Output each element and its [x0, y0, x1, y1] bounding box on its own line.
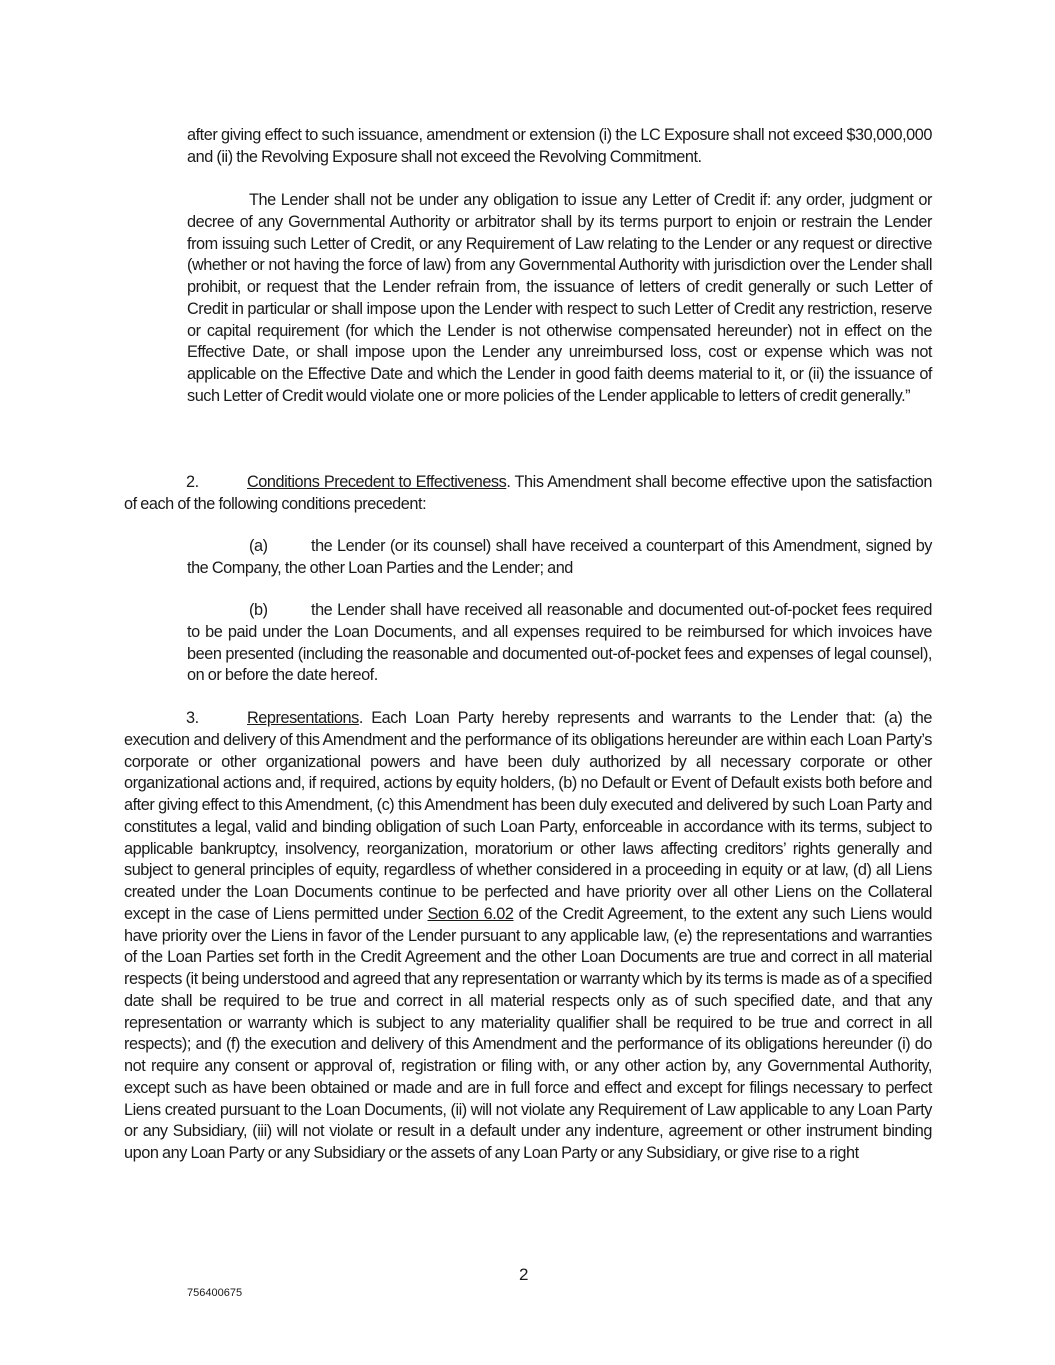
section-body-part2: of the Credit Agreement, to the extent any such Liens would have priority over the Liens in favor of the Lender pursuant to any applicable law, (e) the representations and warranties of the Loan Parties set forth in the Credit Agreement and the other Loan Documents are true and correct in all material respects (it being understood and agreed that any representation or warranty which by its terms is made as of a specified date shall be required to be true and correct in all material respects only as of such specified date, and that any representation or warranty which is subject to any materiality qualifier shall be required to be true and correct in all respects); and (f) the execution and delivery of this Amendment and the performance of its obligations hereunder (i) do not require any consent or approval of, registration or filing with, or any other action by, any Governmental Authority, except such as have been obtained or made and are in full force and effect and except for filings necessary to perfect Liens created pursuant to the Loan Documents, (ii) will not violate any Requirement of Law applicable to any Loan Party or any Subsidiary, (iii) will not violate or result in a default under any indenture, agreement or other instrument binding upon any Loan Party or any Subsidiary or the assets of any Loan Party or any Subsidiary, or give rise to a right — [124, 904, 932, 1162]
section-reference-link: Section 6.02 — [427, 904, 514, 923]
item-label: (b) — [249, 601, 268, 619]
continuation-paragraph — [187, 125, 932, 169]
section-3 — [124, 708, 932, 1165]
item-text: the Lender (or its counsel) shall have received a counterpart of this Amendment, signed by the Company, the other Loan Parties and the Lender; and — [187, 537, 932, 577]
paragraph-text: The Lender shall not be under any obligation to issue any Letter of Credit if: any order, judgment or decree of any Governmental Authority or arbitrator shall by its terms purport to enjoin or restrain the Lender from issuing such Letter of Credit, or any Requirement of Law relating to the Lender or any request or directive (whether or not having the force of law) from any Governmental Authority with jurisdiction over the Lender shall prohibit, or request that the Lender refrain from, the issuance of letters of credit generally or such Letter of Credit in particular or shall impose upon the Lender with respect to such Letter of Credit any restriction, reserve or capital requirement (for which the Lender is not otherwise compensated hereunder) not in effect on the Effective Date, or shall impose upon the Lender any unreimbursed loss, cost or expense which was not applicable on the Effective Date and which the Lender in good faith deems material to it, or (ii) the issuance of such Letter of Credit would violate one or more policies of the Lender applicable to letters of credit generally.” — [187, 191, 932, 405]
section-body-part1: . Each Loan Party hereby represents and warrants to the Lender that: (a) the execution and delivery of this Amendment and the performance of its obligations hereunder are within each Loan Party’s corporate or other organizational powers and have been duly authorized by all necessary corporate or other organizational actions and, if required, actions by equity holders, (b) no Default or Event of Default exists both before and after giving effect to this Amendment, (c) this Amendment has been duly executed and delivered by such Loan Party and constitutes a legal, valid and binding obligation of such Loan Party, enforceable in accordance with its terms, subject to applicable bankruptcy, insolvency, reorganization, moratorium or other laws affecting creditors’ rights generally and subject to general principles of equity, regardless of whether considered in a proceeding in equity or at law, (d) all Liens created under the Loan Documents continue to be perfected and have priority over all other Liens on the Collateral except in the case of Liens permitted under — [124, 709, 932, 923]
item-label: (a) — [249, 537, 268, 555]
section-2 — [124, 472, 932, 516]
section-body: . This Amendment shall become effective upon the satisfaction of each of the following conditions precedent: — [124, 473, 933, 513]
condition-a — [187, 536, 932, 580]
page-number: 2 — [519, 1265, 529, 1284]
section-heading: Conditions Precedent to Effectiveness — [247, 473, 507, 491]
condition-b — [187, 600, 932, 687]
paragraph-text: after giving effect to such issuance, amendment or extension (i) the LC Exposure shall not exceed $30,000,000 and (ii) the Revolving Exposure shall not exceed the Revolving Commitment. — [187, 126, 932, 166]
section-number: 2. — [186, 473, 199, 491]
item-text: the Lender shall have received all reasonable and documented out-of-pocket fees required to be paid under the Loan Documents, and all expenses required to be reimbursed for which invoices have been presented (including the reasonable and documented out-of-pocket fees and expenses of legal counsel), on or before the date hereof. — [187, 601, 932, 685]
section-heading: Representations — [247, 709, 359, 727]
document-id: 756400675 — [187, 1287, 243, 1299]
lender-obligation-paragraph — [187, 190, 932, 408]
section-number: 3. — [186, 709, 199, 727]
